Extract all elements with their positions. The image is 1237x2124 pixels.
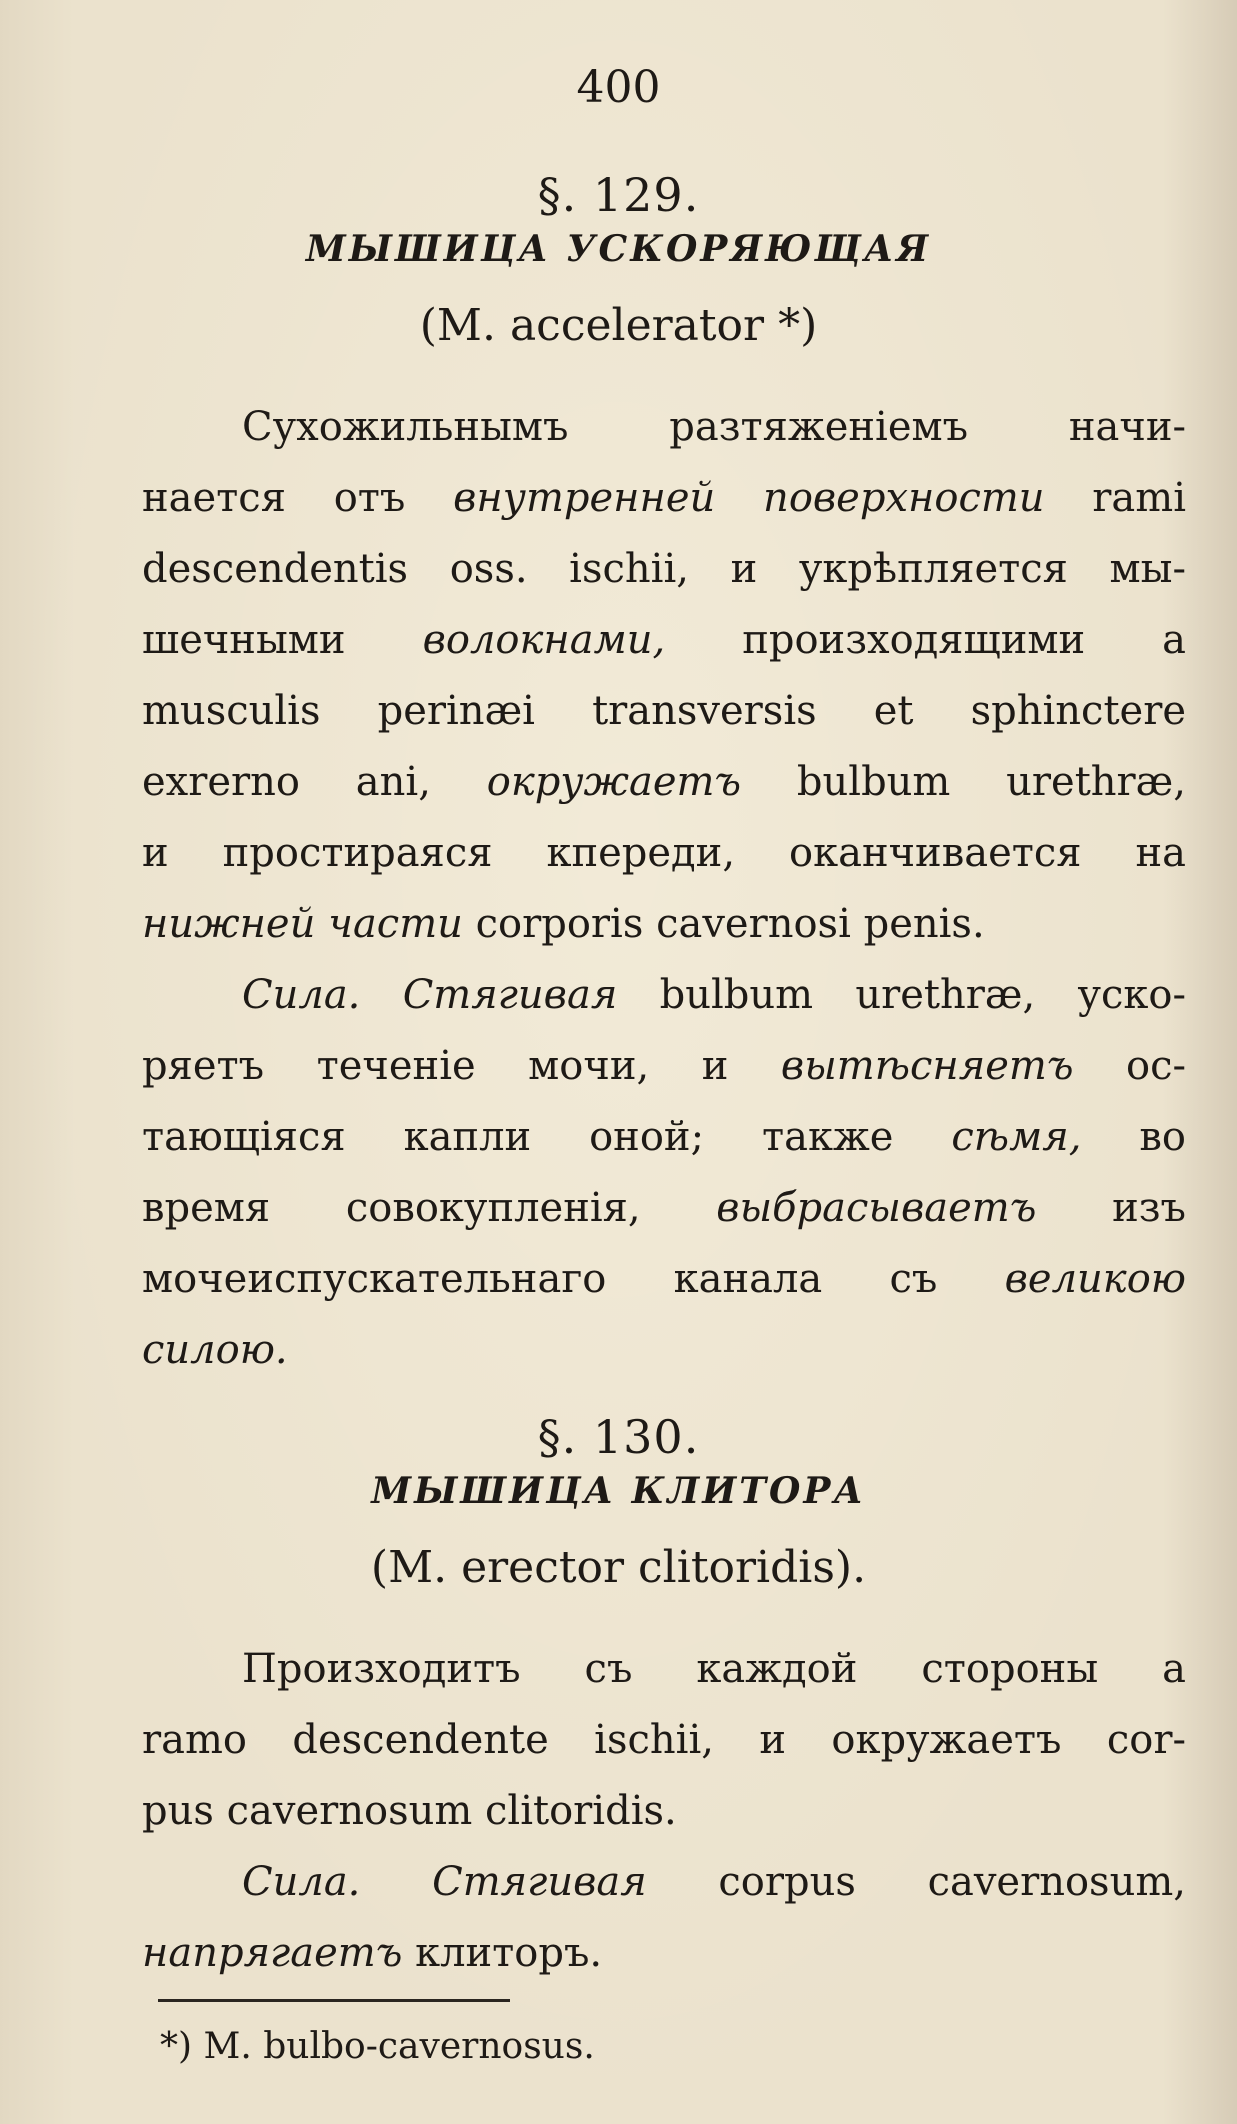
text-run: pus cavernosum clitoridis. xyxy=(142,1788,677,1834)
text-line xyxy=(142,463,1186,534)
italic-run: волокнами, xyxy=(422,617,666,663)
text-run: descendentis oss. ischii, и укрѣпляется мы- xyxy=(142,546,1186,592)
italic-run: Сила. Стягивая xyxy=(242,1859,647,1905)
section-129-heading: МЫШИЦА УСКОРЯЮЩАЯ xyxy=(305,228,932,270)
section-130-paragraph-2 xyxy=(142,1847,1186,1989)
text-line xyxy=(142,1918,1186,1989)
text-line xyxy=(142,889,1186,960)
section-130-latin-title: (M. erector clitoridis). xyxy=(370,1542,867,1593)
text-run: rami xyxy=(1044,475,1186,521)
text-run: нается отъ xyxy=(142,475,454,521)
section-130-heading: МЫШИЦА КЛИТОРА xyxy=(371,1470,866,1512)
text-run: ряетъ теченіе мочи, и xyxy=(142,1043,781,1089)
text-run: corporis cavernosi penis. xyxy=(462,901,985,947)
text-run: bulbum urethræ, xyxy=(741,759,1186,805)
section-129-paragraph-2 xyxy=(142,960,1186,1386)
text-run: клиторъ. xyxy=(402,1930,603,1976)
italic-run: Сила. Стягивая xyxy=(242,972,618,1018)
text-run: время совокупленія, xyxy=(142,1185,717,1231)
text-line xyxy=(142,1102,1186,1173)
text-run: ramo descendente ischii, и окружаетъ cor- xyxy=(142,1717,1186,1763)
text-line xyxy=(142,1705,1186,1776)
text-line xyxy=(142,1315,1186,1386)
text-run: bulbum urethræ, уско- xyxy=(617,972,1186,1018)
text-line xyxy=(142,1776,1186,1847)
text-run: тающіяся капли оной; также xyxy=(142,1114,952,1160)
section-129-number: §. 129. xyxy=(537,168,700,222)
text-run: exrerno ani, xyxy=(142,759,487,805)
text-run: изъ xyxy=(1036,1185,1186,1231)
text-line xyxy=(142,960,1186,1031)
section-130-number: §. 130. xyxy=(537,1410,700,1464)
text-line xyxy=(142,1244,1186,1315)
text-line xyxy=(142,392,1186,463)
text-run: во xyxy=(1081,1114,1186,1160)
text-line xyxy=(142,818,1186,889)
italic-run: вытѣсняетъ xyxy=(780,1043,1074,1089)
italic-run: нижней части xyxy=(142,901,463,947)
text-run: musculis perinæi transversis et sphinctere xyxy=(142,688,1186,734)
section-129-latin-title: (M. accelerator *) xyxy=(419,300,818,351)
text-line xyxy=(142,676,1186,747)
italic-run: силою. xyxy=(142,1327,288,1373)
italic-run: сѣмя, xyxy=(951,1114,1082,1160)
text-run: произходящими a xyxy=(665,617,1186,663)
text-line xyxy=(142,747,1186,818)
text-line xyxy=(142,534,1186,605)
text-run: Сухожильнымъ разтяженіемъ начи- xyxy=(242,404,1186,450)
section-129-paragraph-1 xyxy=(142,392,1186,960)
italic-run: напрягаетъ xyxy=(142,1930,403,1976)
italic-run: внутренней поверхности xyxy=(453,475,1045,521)
italic-run: окружаетъ xyxy=(486,759,742,805)
text-run: и простираяся кпереди, оканчивается на xyxy=(142,830,1186,876)
footnote-rule xyxy=(158,1999,510,2002)
italic-run: выбрасываетъ xyxy=(716,1185,1037,1231)
text-run: ос- xyxy=(1073,1043,1187,1089)
text-run: corpus cavernosum, xyxy=(646,1859,1186,1905)
text-line xyxy=(142,1031,1186,1102)
text-line xyxy=(142,1847,1186,1918)
text-line xyxy=(142,605,1186,676)
text-line xyxy=(142,1173,1186,1244)
section-130-paragraph-1 xyxy=(142,1634,1186,1847)
italic-run: великою xyxy=(1004,1256,1186,1302)
page-number: 400 xyxy=(576,62,661,113)
text-run: Произходитъ съ каждой стороны a xyxy=(242,1646,1186,1692)
footnote: *) M. bulbo-cavernosus. xyxy=(160,2026,595,2067)
text-run: шечными xyxy=(142,617,423,663)
text-line xyxy=(142,1634,1186,1705)
text-run: мочеиспускательнаго канала съ xyxy=(142,1256,1005,1302)
